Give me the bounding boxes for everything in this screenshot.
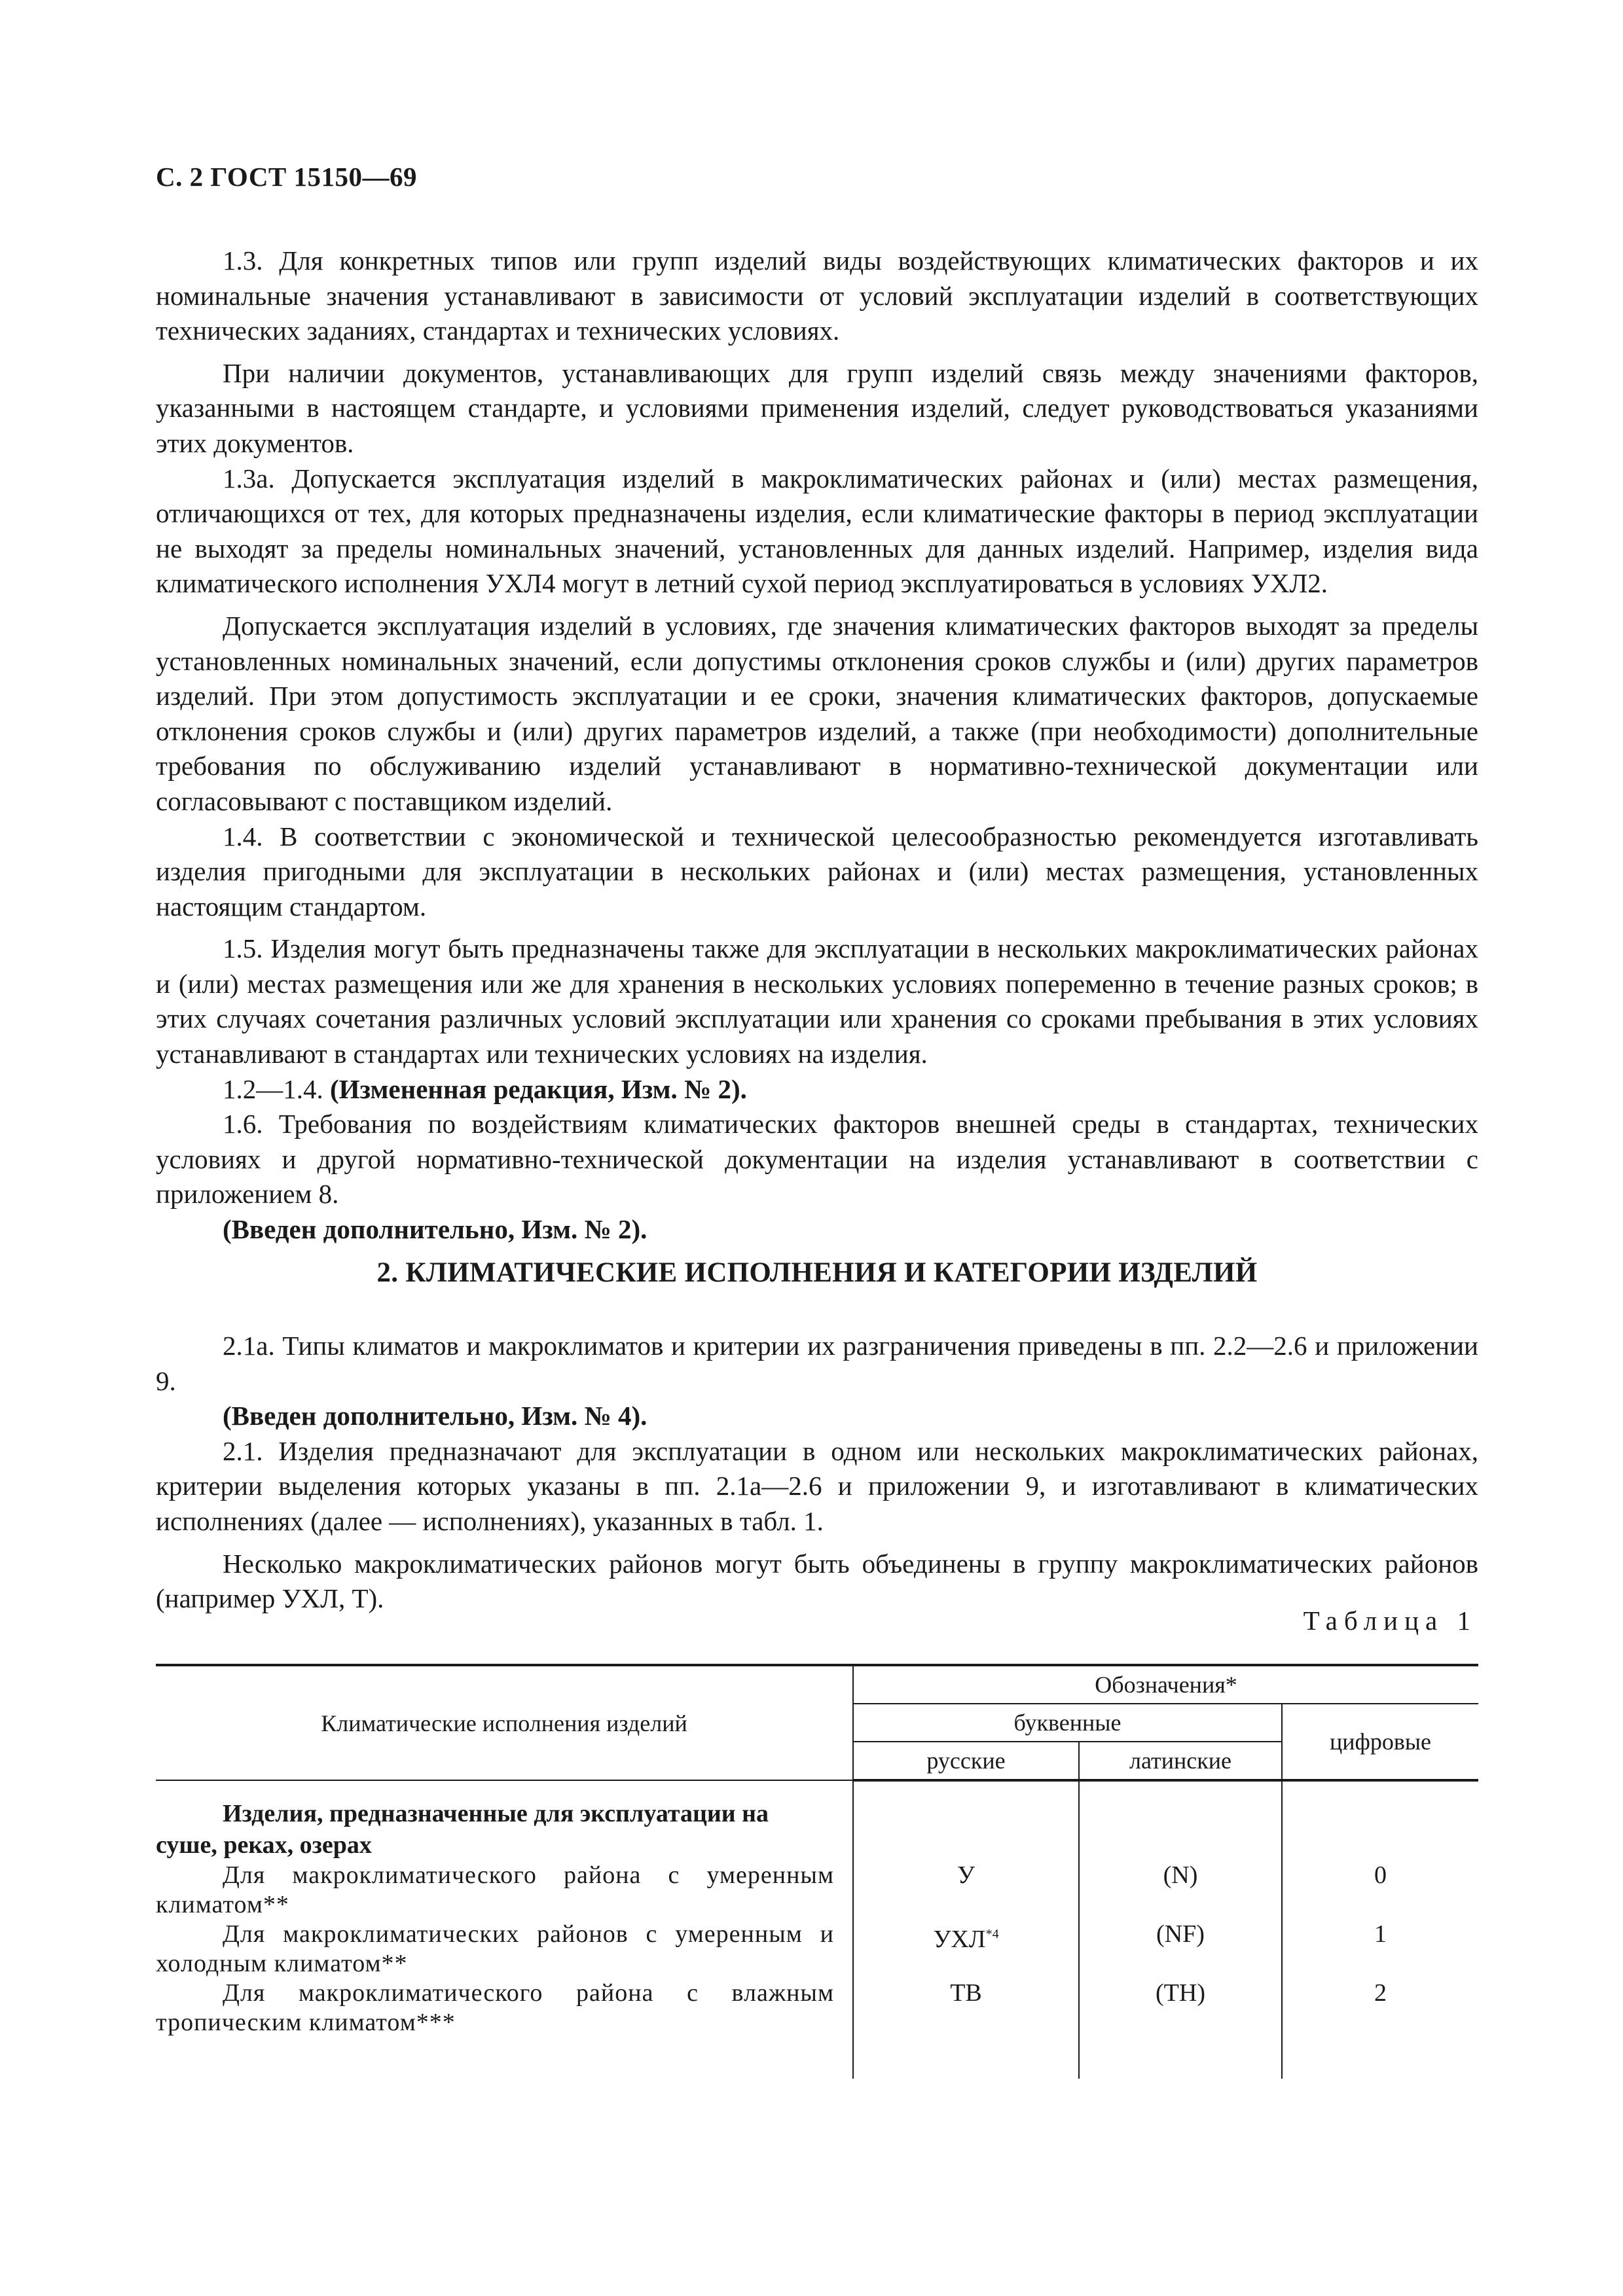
table-row-russian: УХЛ$^{*4}$ (933, 1926, 999, 1953)
header-designations: Обозначения* (853, 1665, 1478, 1704)
table-row-digital: 1 (1374, 1920, 1387, 1948)
amendment-text: (Измененная редакция, Изм. № 2). (330, 1073, 747, 1104)
paragraph-1-6: 1.6. Требования по воздействиям климатических факторов внешней среды в стандартах, технических условиях и другой нормативно-технической документации на изделия устанавливают в соответствии с приложением 8. (156, 1109, 1478, 1210)
paragraph-2-1a: 2.1а. Типы климатов и макроклиматов и критерии их разграничения приведены в пп. 2.2—2.6 и приложении 9. (156, 1331, 1478, 1396)
amendment-note-3 (156, 1399, 1478, 1434)
footnote-mark: *4 (985, 1927, 999, 1941)
section-2-heading: 2. КЛИМАТИЧЕСКИЕ ИСПОЛНЕНИЯ И КАТЕГОРИИ ИЗДЕЛИЙ (376, 1257, 1258, 1288)
table-row-desc: Для макроклиматического района с умеренным климатом** (156, 1861, 834, 1918)
amendment-text-2: (Введен дополнительно, Изм. № 2). (223, 1214, 647, 1245)
section-1-text (156, 243, 1478, 1247)
latin-cell (1079, 1780, 1282, 2079)
running-head: С. 2 ГОСТ 15150—69 (156, 162, 418, 192)
amendment-note-2 (156, 1212, 1478, 1247)
header-letter: буквенные (853, 1704, 1282, 1742)
paragraph-2-1-groups: Несколько макроклиматических районов могут быть объединены в группу макроклиматических районов (например УХЛ, Т). (156, 1548, 1478, 1614)
paragraph-2-1: 2.1. Изделия предназначают для эксплуатации в одном или нескольких макроклиматических районах, критерии выделения которых указаны в пп. 2.1а—2.6 и приложении 9, и изготавливают в климатических исполнениях (далее — исполнениях), указанных в табл. 1. (156, 1435, 1478, 1536)
desc-cell (156, 1780, 853, 2079)
table-row-latin: (NF) (1156, 1920, 1205, 1948)
header-latin: латинские (1079, 1742, 1282, 1780)
header-russian: русские (853, 1742, 1079, 1780)
table-caption: Таблица 1 (1303, 1605, 1477, 1636)
table-row-latin: (TH) (1156, 1979, 1205, 2007)
table-row-desc: Для макроклиматического района с влажным тропическим климатом*** (156, 1979, 834, 2036)
header-climate-versions: Климатические исполнения изделий (156, 1665, 853, 1780)
paragraph-1-3a-deviation: Допускается эксплуатация изделий в условиях, где значения климатических факторов выходят за пределы установленных номинальных значений, если допустимы отклонения сроков службы и (или) других параметров изделий. При этом допустимость эксплуатации и ее сроки, значения климатических факторов, допускаемые отклонения сроков службы и (или) других параметров изделий, а также (при необходимости) дополнительные требования по обслуживанию изделий устанавливают в нормативно-технической документации или согласовывают с поставщиком изделий. (156, 610, 1478, 816)
paragraph-1-4: 1.4. В соответствии с экономической и технической целесообразностью рекомендуется изготавливать изделия пригодными для эксплуатации в нескольких районах и (или) местах размещения, установленных настоящим стандартом. (156, 821, 1478, 922)
digital-cell (1282, 1780, 1478, 2079)
section-2-text (156, 1329, 1478, 1617)
table-row-digital: 2 (1374, 1979, 1387, 2007)
table-row-russian: ТВ (950, 1979, 982, 2007)
table-row-digital: 0 (1374, 1861, 1387, 1889)
table-row-russian: У (957, 1861, 975, 1889)
amendment-text-3: (Введен дополнительно, Изм. № 4). (223, 1401, 647, 1431)
table-row-latin: (N) (1163, 1861, 1198, 1889)
paragraph-1-3: 1.3. Для конкретных типов или групп изделий виды воздействующих климатических факторов и их номинальные значения устанавливают в зависимости от условий эксплуатации изделий в соответствующих технических заданиях, стандартах и технических условиях. (156, 245, 1478, 346)
amendment-ref: 1.2—1.4. (223, 1073, 323, 1104)
paragraph-1-5: 1.5. Изделия могут быть предназначены также для эксплуатации в нескольких макроклиматических районах и (или) местах размещения или же для хранения в нескольких условиях попеременно в течение разных сроков; в этих случаях сочетания различных условий эксплуатации или хранения со сроками пребывания в этих условиях устанавливают в стандартах или технических условиях на изделия. (156, 933, 1478, 1069)
header-digital: цифровые (1282, 1704, 1478, 1780)
amendment-note-1 (156, 1072, 1478, 1107)
group-title: Изделия, предназначенные для эксплуатации на суше, реках, озерах (156, 1800, 769, 1859)
paragraph-1-3a: 1.3а. Допускается эксплуатация изделий в макроклиматических районах и (или) местах размещения, отличающихся от тех, для которых предназначены изделия, если климатические факторы в период эксплуатации не выходят за пределы номинальных значений, установленных для данных изделий. Например, изделия вида климатического исполнения УХЛ4 могут в летний сухой период эксплуатироваться в условиях УХЛ2. (156, 463, 1478, 599)
climate-table (156, 1664, 1478, 2079)
russian-cell (853, 1780, 1079, 2079)
paragraph-1-3-docs: При наличии документов, устанавливающих для групп изделий связь между значениями факторов, указанными в настоящем стандарте, и условиями применения изделий, следует руководствоваться указаниями этих документов. (156, 357, 1478, 458)
table-row-desc: Для макроклиматических районов с умеренным и холодным климатом** (156, 1920, 834, 1977)
